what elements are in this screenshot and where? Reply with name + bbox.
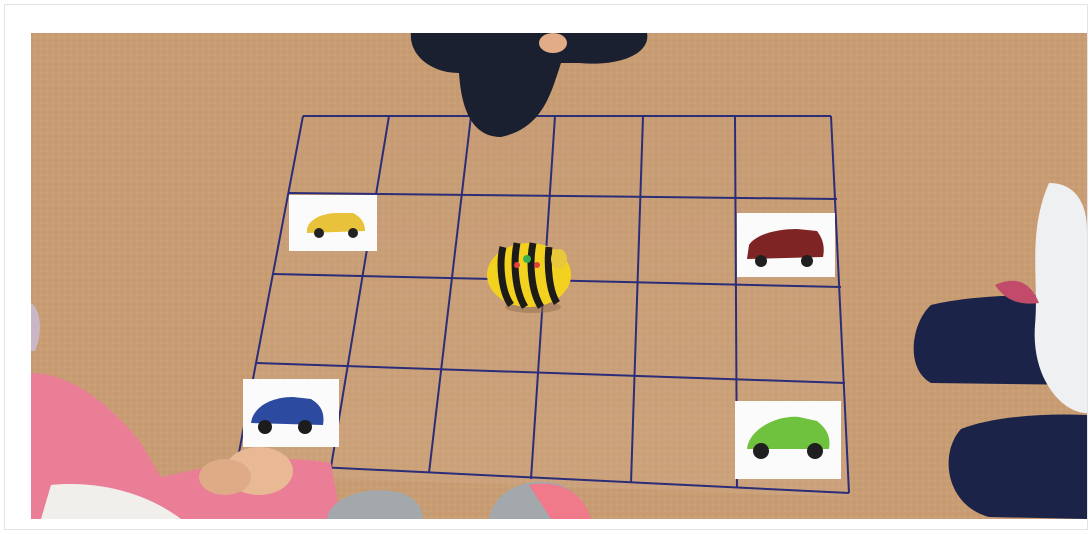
car-card-maroon bbox=[737, 213, 835, 277]
image-frame bbox=[4, 4, 1088, 530]
car-card-yellow bbox=[289, 195, 377, 251]
car-card-green bbox=[735, 401, 841, 479]
photo-scene bbox=[31, 33, 1087, 519]
car-card-blue bbox=[243, 379, 339, 447]
photo bbox=[31, 33, 1087, 519]
